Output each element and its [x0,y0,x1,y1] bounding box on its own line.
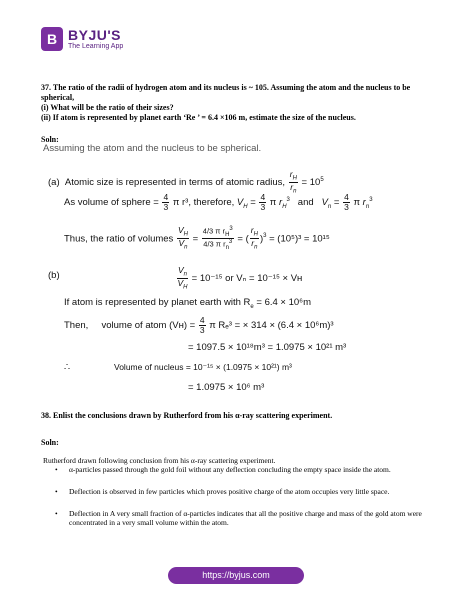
atom-volume-result: = 1097.5 × 10¹⁸m³ = 1.0975 × 10²¹ m³ [188,342,347,353]
part-a-line: (a) Atomic size is represented in terms of atomic radius, $\frac{r_H}{r_n}$ = $10^5$ [48,169,324,195]
sphere-volume-line: As volume of sphere = $\frac{4}{3}$ π r³, therefore, $V_H$ = $\frac{4}{3}$ π $r_H^3$ and $V_n$ = $\frac{4}{3}$ π $r_n^3$ [64,192,373,212]
byjus-logo [41,27,123,51]
footer-link[interactable]: https://byjus.com [168,567,304,584]
q37-line3: (ii) If atom is represented by planet earth ‘Re ’ = 6.4 ×106 m, estimate the size of the nucleus. [41,113,356,122]
atom-volume-line: Then, volume of atom (Vʜ) = $\frac{4}{3}$ π Rₑ³ = × 314 × (6.4 × 10⁶m)³ [64,315,334,335]
part-a-text: Atomic size is represented in terms of atomic radius, [64,177,286,188]
part-a-label: (a) [48,177,60,188]
brand-tagline: The Learning App [68,43,124,50]
nucleus-volume-line: Volume of nucleus = 10⁻¹⁵ × (1.0975 × 10²¹) m³ [114,362,292,372]
conclusions-list [55,465,435,540]
part-b-label: (b) [48,270,60,281]
therefore-symbol: ∴ [64,362,71,373]
part-b-line [48,270,60,281]
q37-line1: 37. The ratio of the radii of hydrogen atom and its nucleus is ~ 105. Assuming the atom and the nucleus to be spherical, [41,83,411,102]
q38-title: 38. Enlist the conclusions drawn by Rutherford from his α-ray scattering experiment. [41,411,333,420]
question-37 [41,83,436,145]
q37-soln-label: Soln: [41,135,59,144]
assumption-text: Assuming the atom and the nucleus to be spherical. [43,143,262,154]
logo-mark-icon: B [41,27,63,51]
q38-soln-label: Soln: [41,438,59,447]
volume-ratio-line: Thus, the ratio of volumes $\frac{V_H}{V_n}$ = $\frac{4/3 \pi r_H^3}{4/3 \pi r_n^3}$ = ( $\frac{r_H}{r_n}$ )$^3$ = (10⁵)³ = 10¹⁵ [64,225,330,252]
q37-line2: (i) What will be the ratio of their sizes? [41,103,174,112]
list-item: • Deflection in A very small fraction of α-particles indicates that all the positive charge and mass of the gold atom were concentrated in a very small volume within the atom. [55,509,435,529]
part-b-equation: $\frac{V_n}{V_H}$ = 10⁻¹⁵ or Vₙ = 10⁻¹⁵ × Vʜ [177,265,303,291]
earth-radius-line: If atom is represented by planet earth with $R_e = 6.4 \times 10^6m$ [64,297,312,310]
radius-ratio-fraction: $\frac{r_H}{r_n}$ [289,169,297,195]
list-item: • Deflection is observed in few particles which proves positive charge of the atom occupies very little space. [55,487,435,497]
radius-ratio-value: = 10 [301,177,321,188]
q38-intro: Rutherford drawn following conclusion from his α-ray scattering experiment. [43,456,276,465]
brand-name: BYJU'S [68,27,122,43]
nucleus-volume-result: = 1.0975 × 10⁶ m³ [188,382,265,393]
list-item: • α-particles passed through the gold foil without any deflection concluding the empty space inside the atom. [55,465,435,475]
